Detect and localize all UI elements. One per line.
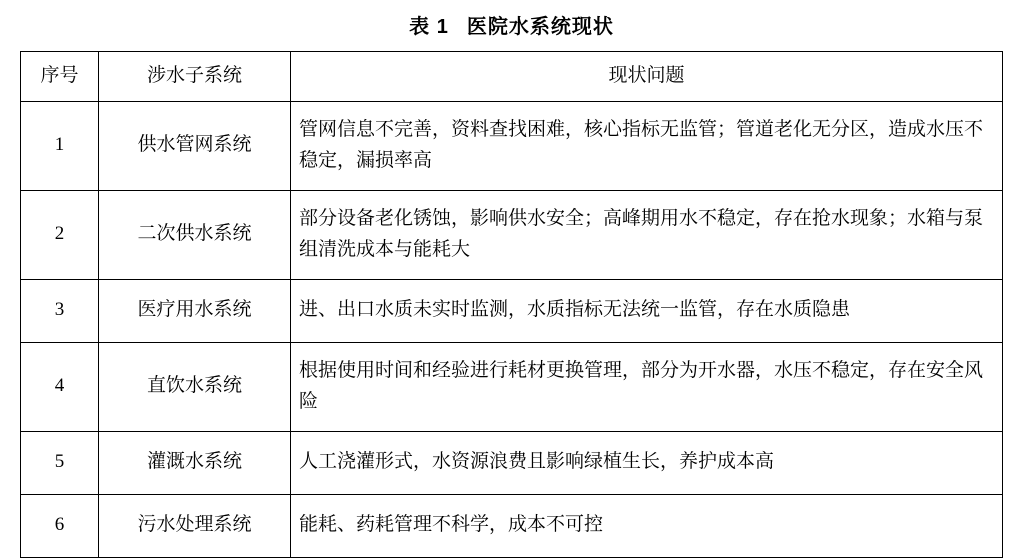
table-row — [21, 494, 1003, 557]
cell-issue: 部分设备老化锈蚀，影响供水安全；高峰期用水不稳定，存在抢水现象；水箱与泵组清洗成本与能耗大 — [291, 190, 1003, 279]
cell-issue: 能耗、药耗管理不科学，成本不可控 — [291, 494, 1003, 557]
cell-issue: 人工浇灌形式，水资源浪费且影响绿植生长，养护成本高 — [291, 431, 1003, 494]
water-system-status-table — [20, 51, 1003, 558]
cell-system: 直饮水系统 — [99, 342, 291, 431]
cell-issue: 根据使用时间和经验进行耗材更换管理，部分为开水器，水压不稳定，存在安全风险 — [291, 342, 1003, 431]
cell-no: 3 — [21, 279, 99, 342]
column-header-issue: 现状问题 — [291, 52, 1003, 102]
table-head — [21, 52, 1003, 102]
cell-issue: 管网信息不完善，资料查找困难，核心指标无监管；管道老化无分区，造成水压不稳定，漏损率高 — [291, 101, 1003, 190]
cell-system: 污水处理系统 — [99, 494, 291, 557]
cell-no: 2 — [21, 190, 99, 279]
cell-issue: 进、出口水质未实时监测，水质指标无法统一监管，存在水质隐患 — [291, 279, 1003, 342]
cell-no: 1 — [21, 101, 99, 190]
table-row — [21, 279, 1003, 342]
cell-no: 4 — [21, 342, 99, 431]
column-header-no: 序号 — [21, 52, 99, 102]
table-caption — [0, 0, 1023, 51]
cell-system: 供水管网系统 — [99, 101, 291, 190]
table-body — [21, 101, 1003, 557]
cell-system: 医疗用水系统 — [99, 279, 291, 342]
cell-system: 二次供水系统 — [99, 190, 291, 279]
table-caption-title: 医院水系统现状 — [466, 16, 614, 38]
table-row — [21, 190, 1003, 279]
cell-system: 灌溉水系统 — [99, 431, 291, 494]
column-header-system: 涉水子系统 — [99, 52, 291, 102]
cell-no: 5 — [21, 431, 99, 494]
table-header-row — [21, 52, 1003, 102]
table-row — [21, 431, 1003, 494]
cell-no: 6 — [21, 494, 99, 557]
table-caption-label: 表 1 — [409, 16, 449, 38]
table-row — [21, 342, 1003, 431]
table-row — [21, 101, 1003, 190]
